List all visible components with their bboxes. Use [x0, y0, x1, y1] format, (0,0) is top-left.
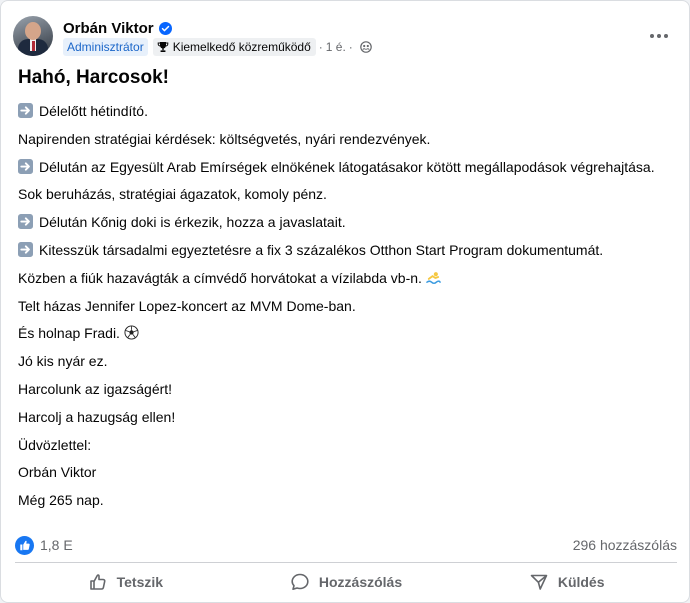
- post-body: [18, 100, 675, 517]
- post-line: [18, 267, 675, 295]
- post-line-text: Sok beruházás, stratégiai ágazatok, komoly pénz.: [18, 186, 327, 203]
- verified-badge-icon: [159, 22, 172, 35]
- post-line: [18, 406, 675, 434]
- dot-icon: [664, 34, 668, 38]
- post-line: [18, 322, 675, 350]
- post-line-text: Délután az Egyesült Arab Emírségek elnökének látogatásakor kötött megállapodások végrehajtása.: [39, 158, 655, 175]
- post-line: [18, 211, 675, 239]
- role-badge[interactable]: Adminisztrátor: [63, 38, 148, 56]
- post-line: [18, 128, 675, 156]
- post-line: [18, 100, 675, 128]
- post-stats: [15, 534, 677, 556]
- post-line: [18, 434, 675, 462]
- like-reaction-icon: [15, 536, 34, 555]
- comment-button[interactable]: [236, 566, 457, 598]
- send-icon: [529, 572, 549, 592]
- post-line-text: Orbán Viktor: [18, 464, 97, 481]
- like-button[interactable]: [15, 566, 236, 598]
- more-options-button[interactable]: [647, 26, 671, 46]
- author-name[interactable]: Orbán Viktor: [63, 19, 154, 37]
- arrow-right-icon: [18, 103, 33, 118]
- post-line-text: Napirenden stratégiai kérdések: költségvetés, nyári rendezvények.: [18, 130, 431, 147]
- contributor-badge[interactable]: [153, 38, 316, 56]
- like-button-label: Tetszik: [116, 574, 164, 590]
- thumbs-up-icon: [88, 572, 108, 592]
- arrow-right-icon: [18, 242, 33, 257]
- comment-bubble-icon: [290, 572, 310, 592]
- swimmer-emoji-icon: [426, 270, 441, 285]
- share-button-label: Küldés: [557, 574, 605, 590]
- reaction-summary[interactable]: [15, 536, 73, 555]
- post-line-text: Üdvözlettel:: [18, 436, 92, 453]
- post-line-text: És holnap Fradi.: [18, 325, 120, 342]
- post-actions: [15, 566, 677, 598]
- post-line-text: Még 265 nap.: [18, 492, 104, 509]
- post-line-text: Délután Kőnig doki is érkezik, hozza a javaslatait.: [39, 214, 346, 231]
- share-button[interactable]: [456, 566, 677, 598]
- post-line: [18, 295, 675, 323]
- post-line-text: Kitesszük társadalmi egyeztetésre a fix 3 százalékos Otthon Start Program dokumentumát.: [39, 241, 604, 258]
- soccer-ball-emoji-icon: [124, 325, 139, 340]
- post-line-text: Jó kis nyár ez.: [18, 353, 108, 370]
- separator-dot: ·: [318, 40, 323, 54]
- divider: [15, 562, 677, 563]
- comment-count[interactable]: 296 hozzászólás: [572, 537, 677, 553]
- arrow-right-icon: [18, 159, 33, 174]
- post-line: [18, 378, 675, 406]
- post-line: [18, 183, 675, 211]
- post-line-text: Telt házas Jennifer Lopez-koncert az MVM Dome-ban.: [18, 297, 356, 314]
- audience-group-icon[interactable]: [360, 41, 372, 53]
- contributor-badge-label: Kiemelkedő közreműködő: [172, 40, 311, 54]
- post-header: [13, 16, 677, 60]
- post-line: [18, 489, 675, 517]
- post-line: [18, 239, 675, 267]
- dot-icon: [657, 34, 661, 38]
- post-line-text: Délelőtt hétindító.: [39, 103, 148, 119]
- comment-button-label: Hozzászólás: [318, 574, 403, 590]
- dot-icon: [650, 34, 654, 38]
- post-line: [18, 350, 675, 378]
- post-line: [18, 156, 675, 184]
- post-line: [18, 461, 675, 489]
- reaction-count[interactable]: 1,8 E: [40, 537, 73, 553]
- post-line-text: Harcolj a hazugság ellen!: [18, 408, 176, 425]
- trophy-icon: [157, 41, 169, 53]
- post-line-text: Harcolunk az igazságért!: [18, 380, 173, 397]
- post-line-text: Közben a fiúk hazavágták a címvédő horvátokat a vízilabda vb-n.: [18, 269, 422, 286]
- arrow-right-icon: [18, 214, 33, 229]
- post-time[interactable]: 1 é.: [325, 40, 346, 54]
- separator-dot: ·: [348, 40, 353, 54]
- avatar[interactable]: [13, 16, 53, 56]
- post-title: Hahó, Harcosok!: [18, 67, 169, 88]
